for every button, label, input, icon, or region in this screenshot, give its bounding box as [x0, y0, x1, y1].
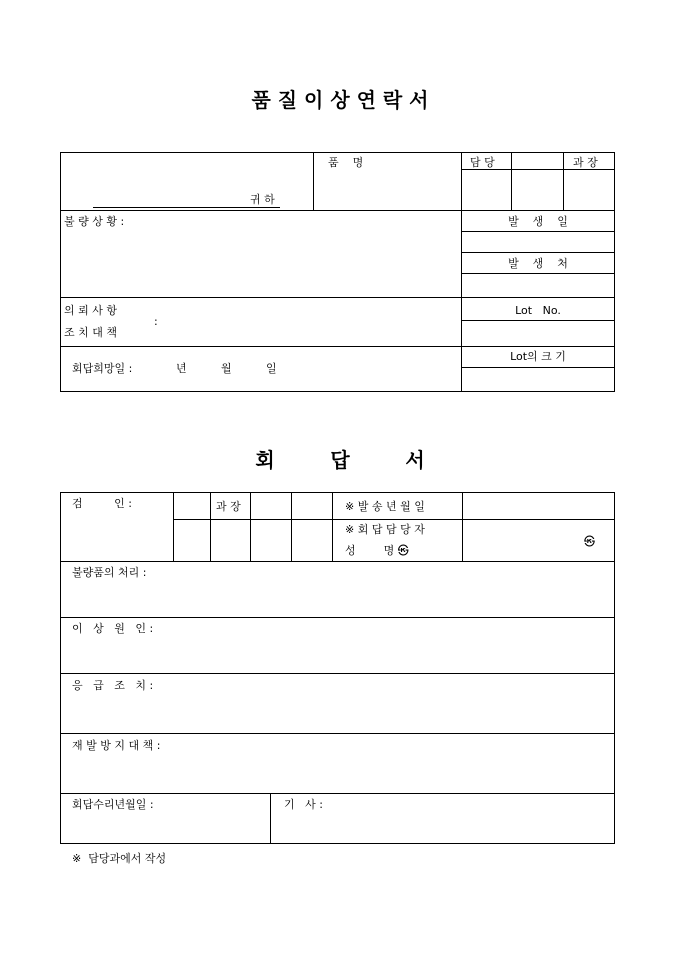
form1-divider — [461, 320, 615, 321]
footnote: ※ 담당과에서 작성 — [72, 852, 167, 865]
form1-divider — [461, 273, 615, 274]
name-label: 성 명 ㉿ — [345, 544, 409, 557]
form1-divider — [511, 152, 512, 211]
form1-divider — [563, 152, 564, 211]
emergency-label: 응 급 조 치 : — [72, 679, 154, 692]
form1-divider — [60, 346, 615, 347]
reply-person-label: ※ 회 답 담 당 자 — [345, 523, 425, 536]
reply-date-label: 회답희망일 : — [72, 362, 133, 375]
defect-status-label: 불 량 상 황 : — [64, 215, 125, 228]
form2-divider — [60, 561, 615, 562]
form2-divider — [173, 519, 615, 520]
form2-divider — [173, 492, 174, 562]
occurrence-date-label: 발 생 일 — [508, 215, 568, 228]
form1-divider — [60, 210, 615, 211]
month-label: 월 — [221, 362, 232, 375]
form2-divider — [462, 492, 463, 562]
approval-chief-label: 과 장 — [573, 156, 598, 169]
addressee-field[interactable] — [93, 207, 280, 208]
prevention-label: 재 발 방 지 대 책 : — [72, 739, 161, 752]
form1-divider — [313, 152, 314, 211]
form1-divider — [60, 297, 615, 298]
year-label: 년 — [176, 362, 187, 375]
form2-divider — [60, 673, 615, 674]
approval-manager-label: 담 당 — [470, 156, 495, 169]
lot-no-label: Lot No. — [515, 304, 561, 317]
action-label: 조 치 대 책 — [64, 326, 117, 339]
inspection-label: 검 인 : — [72, 497, 132, 510]
form2-divider — [60, 617, 615, 618]
form2-divider — [60, 733, 615, 734]
form2-table — [60, 492, 615, 844]
request-colon: : — [154, 315, 158, 328]
form1-divider — [461, 231, 615, 232]
remarks-label: 기 사 : — [284, 798, 323, 811]
send-date-label: ※ 발 송 년 월 일 — [345, 500, 425, 513]
form2-divider — [270, 793, 271, 844]
form1-divider — [461, 252, 615, 253]
seal-mark: ㉿ — [584, 535, 595, 548]
occurrence-place-label: 발 생 처 — [508, 257, 568, 270]
reply-receipt-date-label: 회답수리년월일 : — [72, 798, 154, 811]
form1-divider — [461, 367, 615, 368]
addressee-suffix: 귀 하 — [250, 193, 275, 206]
form2-divider — [332, 492, 333, 562]
form2-divider — [291, 492, 292, 562]
lot-size-label: Lot의 크 기 — [510, 350, 566, 363]
form2-title: 회 답 서 — [255, 448, 425, 472]
form2-divider — [60, 793, 615, 794]
defect-handling-label: 불량품의 처리 : — [72, 566, 147, 579]
request-label: 의 뢰 사 항 — [64, 304, 117, 317]
form2-divider — [250, 492, 251, 562]
form2-divider — [210, 492, 211, 562]
day-label: 일 — [266, 362, 277, 375]
form1-divider — [461, 169, 615, 170]
form2-chief-label: 과 장 — [216, 500, 241, 513]
cause-label: 이 상 원 인 : — [72, 622, 154, 635]
form1-title: 품 질 이 상 연 락 서 — [251, 88, 429, 112]
product-name-label: 품 명 — [328, 156, 364, 169]
